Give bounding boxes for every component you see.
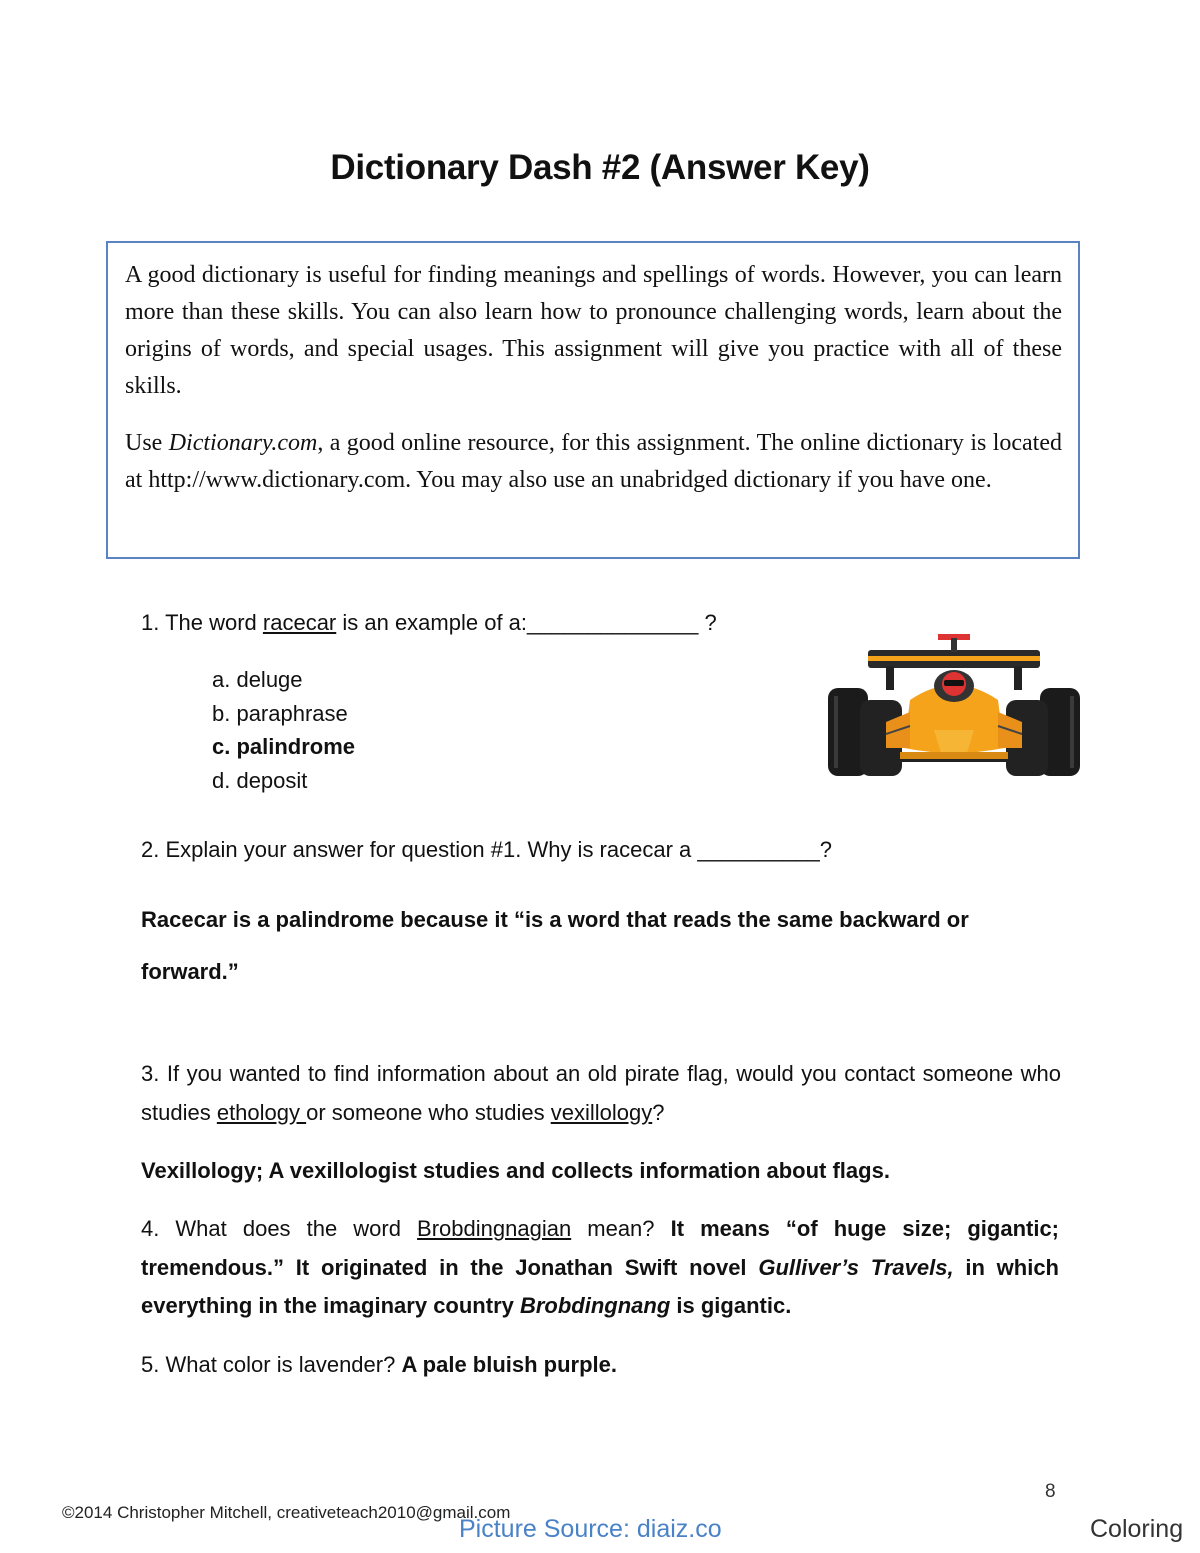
book-title: Gulliver’s Travels, xyxy=(758,1254,954,1280)
question-1 xyxy=(141,603,717,642)
question-4 xyxy=(141,1210,1059,1326)
race-car-icon xyxy=(826,630,1082,776)
page-title: Dictionary Dash #2 (Answer Key) xyxy=(330,148,870,187)
answer-3: Vexillology; A vexillologist studies and collects information about flags. xyxy=(141,1158,890,1183)
country-name: Brobdingnang xyxy=(519,1293,671,1318)
q2-end: ? xyxy=(819,837,832,862)
watermark-source: Picture Source: diaiz.co xyxy=(459,1515,722,1543)
q4-word: Brobdingnagian xyxy=(417,1216,572,1241)
page-number: 8 xyxy=(1045,1481,1056,1502)
intro-text-cont: , a good online resource, for this assignment. The online dictionary is located at http://www.dictionary.com. You may also use an unabridged dictionary if you have one. xyxy=(125,430,1062,493)
q1-options xyxy=(212,663,355,797)
intro-box xyxy=(106,241,1080,559)
option-b: b. paraphrase xyxy=(212,700,348,726)
answer-4-cont: in which everything in the imaginary country xyxy=(141,1254,1059,1318)
q1-prefix: 1. The word xyxy=(141,610,263,635)
question-5 xyxy=(141,1345,617,1384)
answer-5: A pale bluish purple. xyxy=(401,1352,618,1377)
option-a: a. deluge xyxy=(212,667,303,692)
question-2 xyxy=(141,830,832,869)
copyright: ©2014 Christopher Mitchell, creativeteach2010@gmail.com xyxy=(62,1503,511,1522)
site-name: Dictionary.com xyxy=(168,430,318,456)
q4-text-cont: mean? xyxy=(571,1216,671,1241)
q5-text: 5. What color is lavender? xyxy=(141,1352,402,1377)
watermark-coloring: Coloring xyxy=(1090,1515,1184,1543)
answer-2: Racecar is a palindrome because it “is a word that reads the same backward or forward.” xyxy=(141,907,969,984)
q1-suffix: is an example of a: xyxy=(336,610,528,635)
option-c-correct: c. palindrome xyxy=(212,734,356,759)
q3-word-ethology: ethology xyxy=(216,1100,307,1125)
q3-text: 3. If you wanted to find information about an old pirate flag, would you contact someone who studies xyxy=(141,1061,1061,1125)
intro-text: Use xyxy=(125,430,169,456)
intro-paragraph-2 xyxy=(125,425,1062,499)
q1-blank: ______________ xyxy=(527,610,699,635)
q3-text-cont: or someone who studies xyxy=(306,1100,551,1125)
q2-blank: __________ xyxy=(697,837,820,862)
intro-paragraph-1: A good dictionary is useful for finding meanings and spellings of words. However, you can learn more than these skills. You can also learn how to pronounce challenging words, learn about the origins of words, and special usages. This assignment will give you practice with all of these skills. xyxy=(125,262,1062,399)
answer-4: It means “of huge size; gigantic; tremendous.” It originated in the Jonathan Swift novel xyxy=(141,1216,1060,1280)
q2-text: 2. Explain your answer for question #1. Why is racecar a xyxy=(141,837,698,862)
q3-end: ? xyxy=(652,1100,665,1125)
q1-word: racecar xyxy=(262,610,337,635)
q3-word-vexillology: vexillology xyxy=(550,1100,653,1125)
q1-end: ? xyxy=(698,610,717,635)
question-3 xyxy=(141,1054,1061,1132)
answer-4-end: is gigantic. xyxy=(670,1293,792,1318)
q4-text: 4. What does the word xyxy=(141,1216,418,1241)
option-d: d. deposit xyxy=(212,767,308,793)
